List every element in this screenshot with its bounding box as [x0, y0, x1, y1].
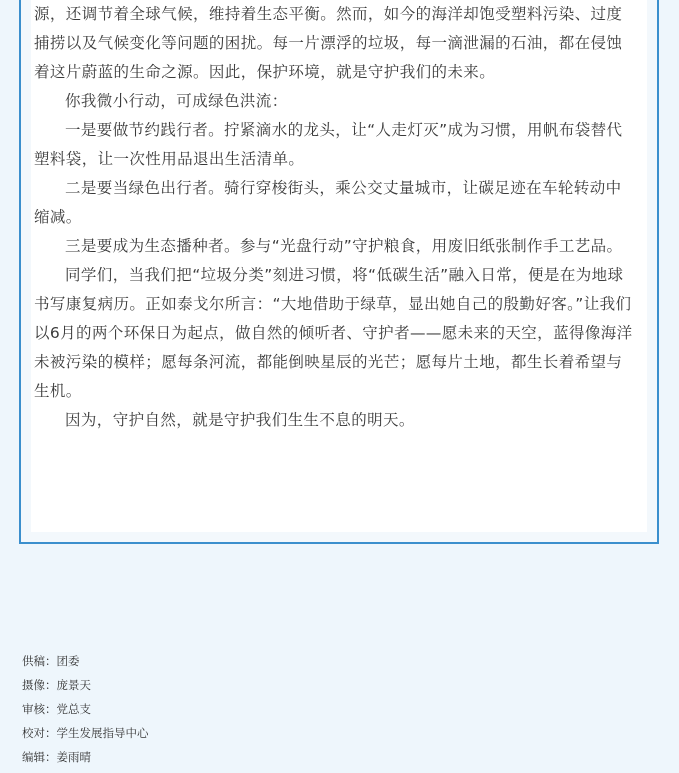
article-paragraph: 同学们，当我们把“垃圾分类”刻进习惯，将“低碳生活”融入日常，便是在为地球书写康复病历。正如泰戈尔所言：“大地借助于绿草，显出她自己的殷勤好客。”让我们以6月的两个环保日为起点，做自然的倾听者、守护者——愿未来的天空，蓝得像海洋未被污染的模样；愿每条河流，都能倒映星辰的光芒；愿每片土地，都生长着希望与生机。	[34, 266, 633, 400]
article-paragraph: 一是要做节约践行者。拧紧滴水的龙头，让“人走灯灭”成为习惯，用帆布袋替代塑料袋，让一次性用品退出生活清单。	[34, 121, 623, 168]
article-paragraph: 二是要当绿色出行者。骑行穿梭街头，乘公交丈量城市，让碳足迹在车轮转动中缩减。	[34, 179, 622, 226]
credit-editor: 编辑：姜雨晴	[22, 750, 91, 764]
credit-photographer: 摄像：庞景天	[22, 678, 91, 692]
credit-proofreader: 校对：学生发展指导中心	[22, 726, 149, 740]
article-body	[34, 0, 634, 435]
article-paragraph: 源，还调节着全球气候，维持着生态平衡。然而，如今的海洋却饱受塑料污染、过度捕捞以及气候变化等问题的困扰。每一片漂浮的垃圾，每一滴泄漏的石油，都在侵蚀着这片蔚蓝的生命之源。因此，保护环境，就是守护我们的未来。	[34, 5, 623, 81]
article-paragraph: 因为，守护自然，就是守护我们生生不息的明天。	[65, 411, 415, 429]
credit-contributor: 供稿：团委	[22, 654, 80, 668]
credit-reviewer: 审核：党总支	[22, 702, 91, 716]
article-paragraph: 三是要成为生态播种者。参与“光盘行动”守护粮食，用废旧纸张制作手工艺品。	[65, 237, 623, 255]
credits-block	[22, 649, 149, 769]
article-paragraph: 你我微小行动，可成绿色洪流：	[65, 92, 288, 110]
